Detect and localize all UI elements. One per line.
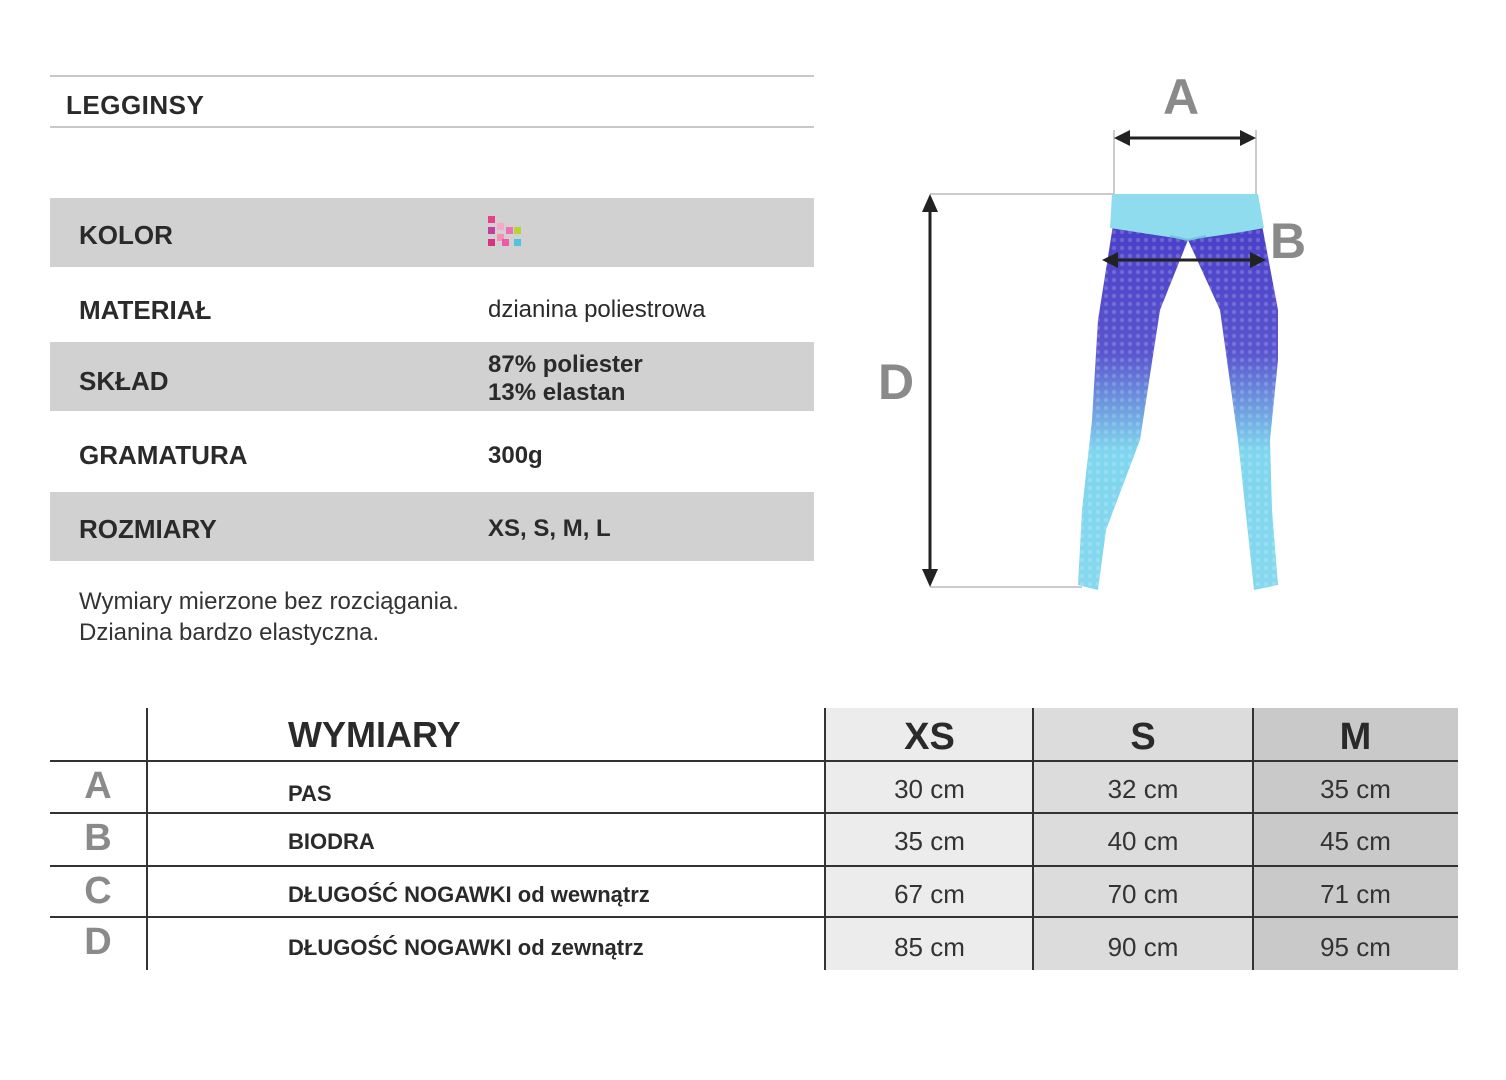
swatch: [488, 239, 495, 246]
cell: 32 cm: [1107, 774, 1179, 804]
color-swatch-icon: [488, 216, 520, 248]
spec-label: ROZMIARY: [79, 514, 217, 544]
size-header-s: S: [1130, 716, 1156, 758]
row-name: DŁUGOŚĆ NOGAWKI od zewnątrz: [288, 935, 644, 960]
spec-row-color: [50, 198, 814, 267]
cell: 95 cm: [1320, 932, 1391, 962]
diagram-label-a: A: [1163, 69, 1200, 125]
swatch: [502, 239, 509, 246]
note-line: Dzianina bardzo elastyczna.: [79, 619, 380, 646]
cell: 85 cm: [894, 932, 965, 962]
grid-line: [50, 865, 1458, 867]
size-header-xs: XS: [904, 716, 955, 758]
row-name: PAS: [288, 781, 332, 806]
spec-row-composition: [50, 342, 814, 411]
grid-line: [50, 760, 1458, 762]
swatch: [497, 223, 504, 230]
spec-label: KOLOR: [79, 220, 173, 250]
leggings-diagram: [870, 60, 1330, 620]
cell: 40 cm: [1107, 826, 1179, 856]
cell: 45 cm: [1320, 826, 1391, 856]
grid-line: [50, 916, 1458, 918]
product-title: LEGGINSY: [66, 90, 205, 120]
row-letter: A: [84, 765, 112, 807]
row-letter: D: [84, 921, 112, 963]
spec-row-weight: [50, 411, 814, 492]
size-header-m: M: [1339, 716, 1372, 758]
swatch: [514, 227, 521, 234]
swatch: [506, 227, 513, 234]
diagram-label-b: B: [1270, 213, 1307, 269]
grid-line: [50, 812, 1458, 814]
cell: 35 cm: [894, 826, 965, 856]
note-line: Wymiary mierzone bez rozciągania.: [79, 588, 459, 615]
spec-value: 13% elastan: [488, 379, 626, 406]
swatch: [514, 239, 521, 246]
spec-label: GRAMATURA: [79, 440, 248, 470]
cell: 67 cm: [894, 879, 965, 909]
row-name: BIODRA: [288, 829, 375, 854]
cell: 70 cm: [1107, 879, 1179, 909]
cell: 71 cm: [1320, 879, 1391, 909]
spec-row-sizes: [50, 492, 814, 561]
spec-label: MATERIAŁ: [79, 295, 212, 325]
diagram-label-d: D: [878, 354, 915, 410]
grid-line: [146, 708, 148, 970]
leggings-illustration: [870, 60, 1330, 620]
spec-row-material: [50, 267, 814, 342]
swatch: [488, 216, 495, 223]
cell: 90 cm: [1107, 932, 1179, 962]
row-letter: B: [84, 817, 112, 859]
title-top-rule: [50, 75, 814, 77]
cell: 30 cm: [894, 774, 965, 804]
dimensions-header: WYMIARY: [288, 714, 461, 755]
swatch: [488, 227, 495, 234]
row-name: DŁUGOŚĆ NOGAWKI od wewnątrz: [288, 882, 650, 907]
title-bottom-rule: [50, 126, 814, 128]
cell: 35 cm: [1320, 774, 1391, 804]
spec-label: SKŁAD: [79, 366, 169, 396]
spec-value: dzianina poliestrowa: [488, 296, 706, 323]
dimensions-table: [50, 708, 1458, 970]
spec-value: XS, S, M, L: [488, 515, 611, 542]
spec-value: 300g: [488, 442, 543, 469]
spec-value: 87% poliester: [488, 351, 643, 378]
row-letter: C: [84, 870, 112, 912]
